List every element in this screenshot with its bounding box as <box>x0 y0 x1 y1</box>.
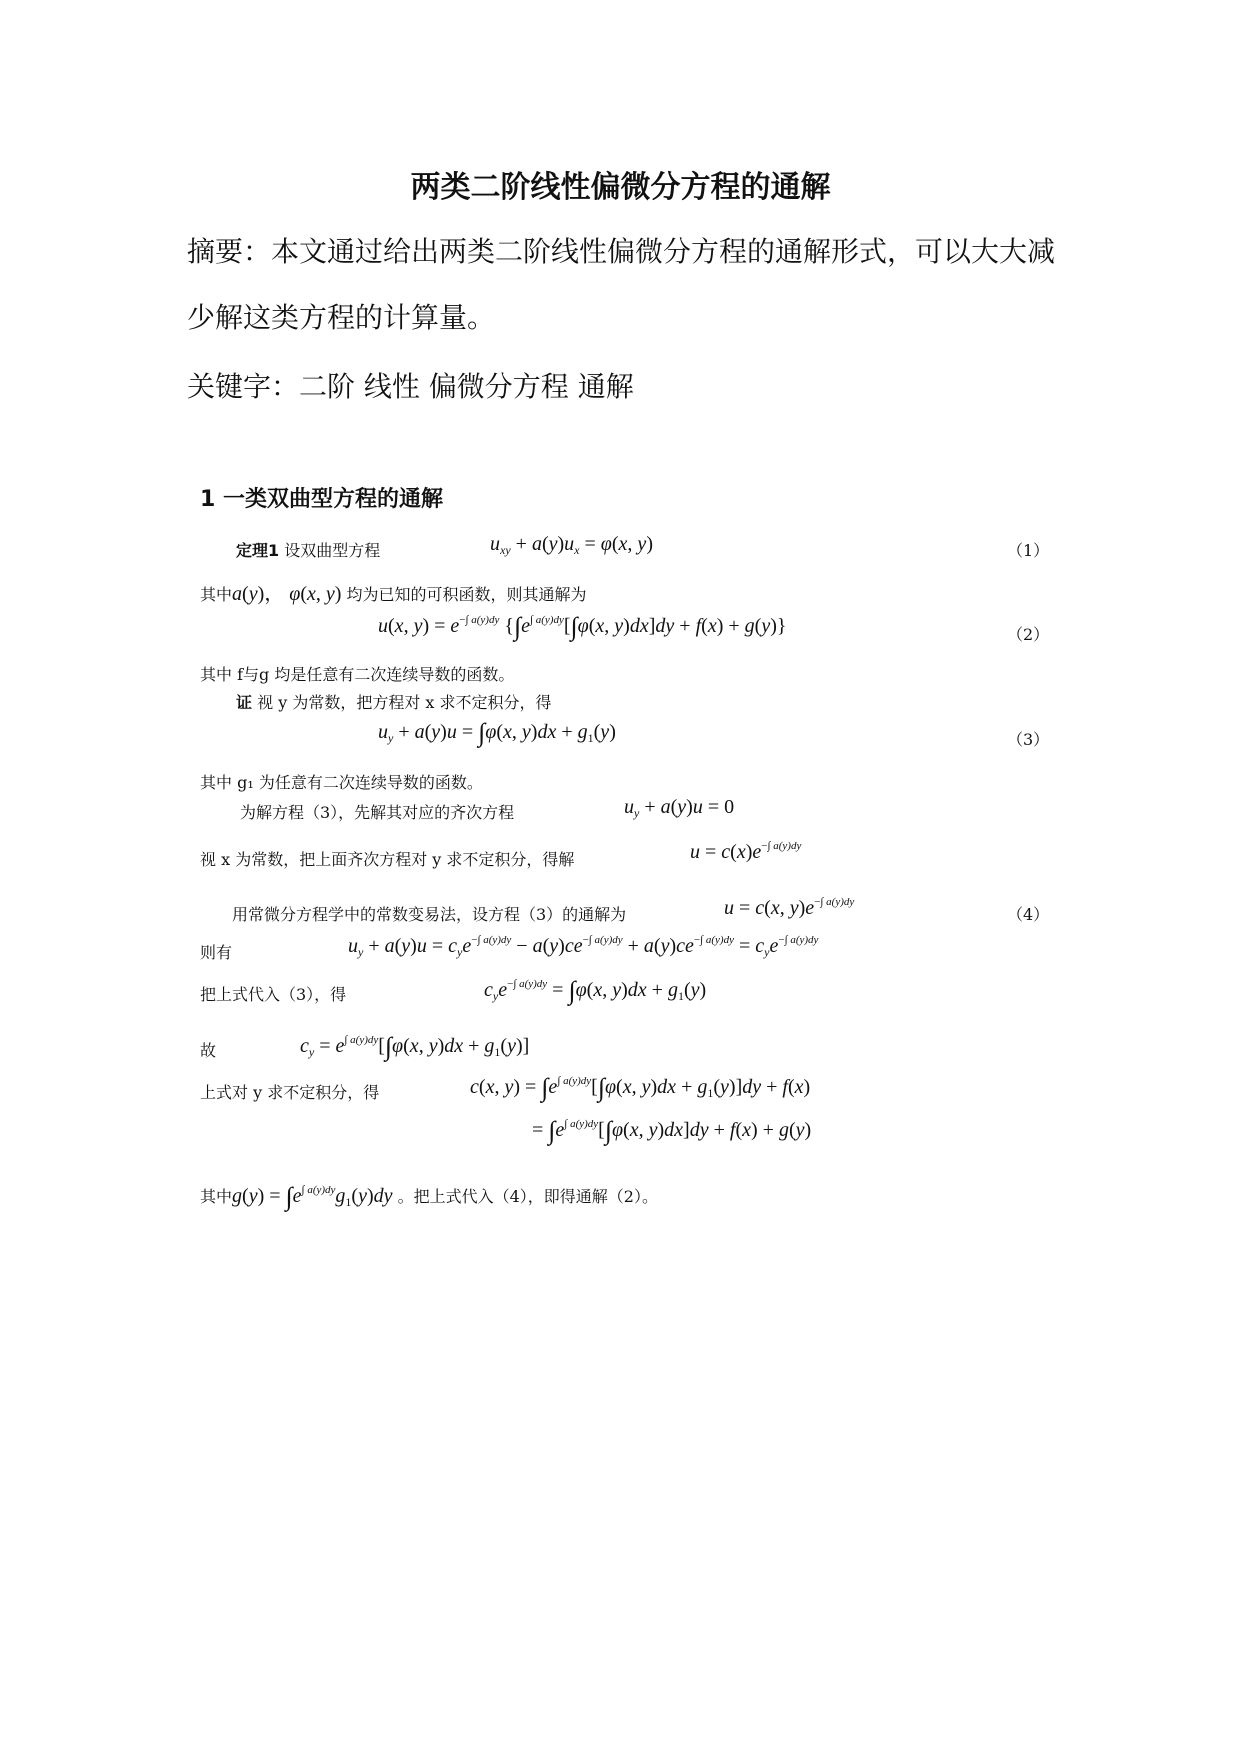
equation-3: $u_y + a(y)u = \int\varphi(x$, $y)dx + g_1(y)$ <box>378 718 616 747</box>
integrate-line: 上式对 y 求不定积分，得 <box>200 1083 380 1102</box>
c-equation-line-1: c(x, $y) = \int e^{\int a(y)dy}[\int\varphi(x$, $y)dx + g_1(y)]dy + f(x)$ <box>470 1073 811 1102</box>
homogeneous-solution: $u = c(x)e^{-\int a(y)dy}$ <box>690 840 802 863</box>
final-suffix: 。把上式代入（4），即得通解（2）。 <box>397 1187 658 1206</box>
equation-1: $u_{xy} + a(y)u_x = \varphi(x$, y) <box>490 533 653 557</box>
where-line-1 <box>200 577 587 606</box>
g-definition: $g(y) = \int e^{\int a(y)dy}g_1(y)dy$ <box>232 1182 393 1211</box>
substitute-line: 把上式代入（3），得 <box>200 985 347 1004</box>
where-functions: a(y)， φ(x, y) <box>232 583 342 605</box>
proof-text: 视 y 为常数，把方程对 x 求不定积分，得 <box>257 693 552 712</box>
equation-4: u = c(x, $y)e^{-\int a(y)dy}$ <box>724 896 855 919</box>
theorem-intro <box>236 538 380 561</box>
final-prefix: 其中 <box>200 1187 233 1206</box>
theorem-text: 设双曲型方程 <box>284 541 381 560</box>
theorem-label: 定理1 <box>236 541 280 560</box>
substituted-equation: $c_ye^{-\int a(y)dy} = \int\varphi(x$, $y)dx + g_1(y)$ <box>484 976 707 1005</box>
section-heading-1: 1 一类双曲型方程的通解 <box>200 487 443 512</box>
homogeneous-equation: $u_y + a(y)u = 0$ <box>624 796 735 820</box>
equation-number-2: （2） <box>1007 625 1050 644</box>
therefore-label: 故 <box>200 1041 217 1060</box>
then-label: 则有 <box>200 943 233 962</box>
homogeneous-line: 为解方程（3），先解其对应的齐次方程 <box>240 803 515 822</box>
equation-number-1: （1） <box>1007 541 1050 560</box>
proof-label: 证 <box>236 693 253 712</box>
derivative-equation: $u_y + a(y)u = c_ye^{-\int a(y)dy} - a(y)ce^{-\int a(y)dy} + a(y)ce^{-\int a(y)dy} = c_ye^{-\int a(y)dy}$ <box>348 934 819 959</box>
final-line <box>200 1182 658 1212</box>
fg-line: 其中 f与g 均是任意有二次连续导数的函数。 <box>200 665 515 684</box>
keywords: 关键字：二阶 线性 偏微分方程 通解 <box>187 370 634 403</box>
where-prefix: 其中 <box>200 585 233 604</box>
cy-equation: $c_y = e^{\int a(y)dy}[\int\varphi(x$, $y)dx + g_1(y)$] <box>300 1032 530 1061</box>
where-suffix: 均为已知的可积函数，则其通解为 <box>346 585 587 604</box>
equation-number-4: （4） <box>1007 905 1050 924</box>
g1-line: 其中 g₁ 为任意有二次连续导数的函数。 <box>200 773 483 792</box>
paper-title: 两类二阶线性偏微分方程的通解 <box>410 170 831 205</box>
abstract: 摘要：本文通过给出两类二阶线性偏微分方程的通解形式，可以大大减少解这类方程的计算量。 <box>187 235 1056 334</box>
c-equation-line-2: = $\int e^{\int a(y)dy}[\int\varphi(x$, y)dx]dy + f(x) + g(y) <box>532 1116 812 1145</box>
proof-line <box>236 690 552 713</box>
equation-number-3: （3） <box>1007 730 1050 749</box>
equation-2: u(x, $y) = e^{-\int a(y)dy}$ {$\int e^{\int a(y)dy}[\int\varphi(x$, y)dx]dy + f(x) + g(y)} <box>378 612 787 641</box>
variation-line: 用常微分方程学中的常数变易法，设方程（3）的通解为 <box>232 905 627 924</box>
x-const-line: 视 x 为常数，把上面齐次方程对 y 求不定积分，得解 <box>200 850 575 869</box>
